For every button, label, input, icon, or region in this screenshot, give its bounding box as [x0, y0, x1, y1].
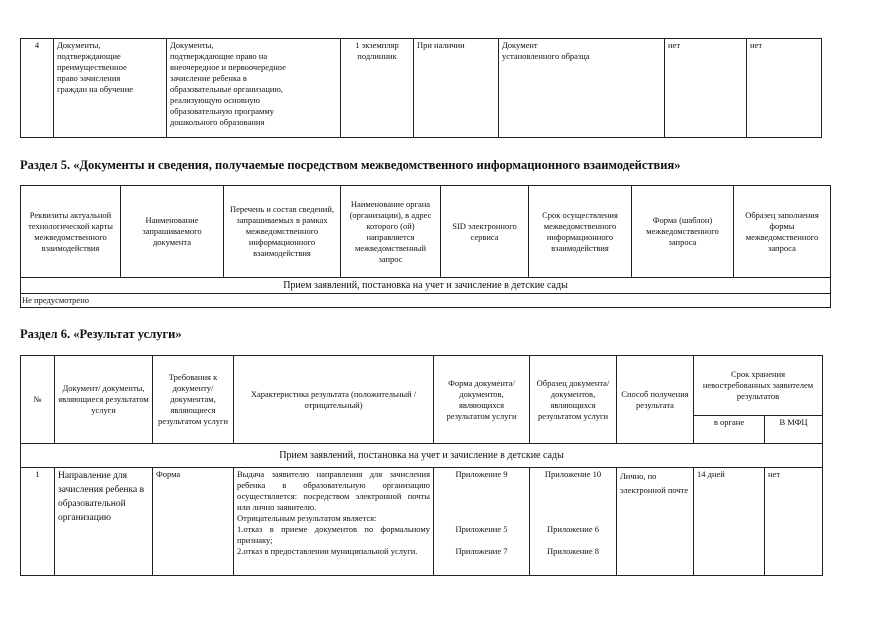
section6-table — [20, 355, 823, 576]
header-cell: Форма документа/ документов, являющихся результатом услуги — [434, 356, 530, 444]
not-provided-note: Не предусмотрено — [21, 294, 831, 308]
header-cell: Срок хранения невостребованных заявителем результатов — [694, 356, 823, 416]
section5-table — [20, 185, 831, 308]
row-number: 1 — [21, 468, 55, 576]
doc-desc-line: дошкольного образования — [170, 117, 265, 127]
doc-desc-cell — [167, 39, 341, 138]
doc-desc-line: образовательные организацию, — [170, 84, 283, 94]
row-number: 4 — [21, 39, 54, 138]
doc-desc-line: зачисление ребенка в — [170, 73, 247, 83]
doc-name-line: граждан на обучение — [57, 84, 134, 94]
header-cell: Наименование запрашиваемого документа — [121, 186, 224, 278]
header-cell: Перечень и состав сведений, запрашиваемых в рамках межведомственного информационного взаимодействия — [224, 186, 341, 278]
doc-desc-line: внеочередное и первоочередное — [170, 62, 286, 72]
copies-line: подлинник — [357, 51, 397, 61]
sample-ref: Приложение 8 — [547, 546, 599, 556]
storage-organ-cell: 14 дней — [694, 468, 765, 576]
copies-line: 1 экземпляр — [355, 40, 399, 50]
header-cell: SID электронного сервиса — [441, 186, 529, 278]
form-ref: Приложение 7 — [455, 546, 508, 556]
service-band: Прием заявлений, постановка на учет и зачисление в детские сады — [21, 278, 831, 294]
doc-desc-line: реализующую основную — [170, 95, 261, 105]
sample-ref: Приложение 10 — [544, 469, 602, 479]
header-cell: Характеристика результата (положительный / отрицательный) — [234, 356, 434, 444]
characteristic-positive: Выдача заявителю направления для зачисления ребенка в образовательную организацию осуществляется: посредством электронной почты или лично заявителю. — [237, 469, 430, 512]
doc-name-line: подтверждающие — [57, 51, 121, 61]
doc-desc-line: Документы, — [170, 40, 214, 50]
header-cell: Требования к документу/ документам, являющиеся результатом услуги — [153, 356, 234, 444]
section5-band-row — [21, 278, 831, 294]
header-cell: Документ/ документы, являющиеся результатом услуги — [55, 356, 153, 444]
top-table — [20, 38, 822, 138]
header-cell: Реквизиты актуальной технологической карты межведомственного взаимодействия — [21, 186, 121, 278]
table-row — [21, 39, 822, 138]
table-row — [21, 468, 823, 576]
doc-name-cell — [54, 39, 167, 138]
header-cell: В МФЦ — [765, 416, 823, 444]
copies-cell — [341, 39, 414, 138]
section6-band-row — [21, 444, 823, 468]
requirements-line: Документ — [502, 40, 538, 50]
doc-name-line: право зачисления — [57, 73, 121, 83]
header-cell: Форма (шаблон) межведомственного запроса — [632, 186, 734, 278]
result-sample-cell — [530, 468, 617, 576]
service-band: Прием заявлений, постановка на учет и зачисление в детские сады — [21, 444, 823, 468]
header-cell: Срок осуществления межведомственного информационного взаимодействия — [529, 186, 632, 278]
header-cell: Образец заполнения формы межведомственного запроса — [734, 186, 831, 278]
section6-title: Раздел 6. «Результат услуги» — [20, 327, 182, 341]
condition-cell: При наличии — [414, 39, 499, 138]
requirements-cell — [499, 39, 665, 138]
result-requirement-cell: Форма — [153, 468, 234, 576]
doc-name-line: Документы, — [57, 40, 101, 50]
result-doc-cell: Направление для зачисления ребенка в образовательной организацию — [55, 468, 153, 576]
form-ref: Приложение 9 — [455, 469, 508, 479]
section5-title: Раздел 5. «Документы и сведения, получаемые посредством межведомственного информационного взаимодействия» — [20, 158, 681, 172]
header-cell: Наименование органа (организации), в адрес которого (ой) направляется межведомственный запрос — [341, 186, 441, 278]
header-cell: Образец документа/ документов, являющихся результатом услуги — [530, 356, 617, 444]
section5-header-row — [21, 186, 831, 278]
section5-note-row — [21, 294, 831, 308]
requirements-line: установленного образца — [502, 51, 590, 61]
section6-header-row — [21, 356, 823, 416]
form-cell: нет — [665, 39, 747, 138]
header-cell: Способ получения результата — [617, 356, 694, 444]
refusal-item: 1.отказ в приеме документов по формальному признаку; — [237, 524, 430, 545]
refusal-item: 2.отказ в предоставлении муниципальной услуги. — [237, 546, 418, 556]
characteristic-negative: Отрицательным результатом является: — [237, 513, 377, 523]
result-characteristic-cell — [234, 468, 434, 576]
doc-desc-line: подтверждающие право на — [170, 51, 268, 61]
form-ref: Приложение 5 — [455, 524, 508, 534]
doc-desc-line: образовательную программу — [170, 106, 275, 116]
doc-name-line: преимущественное — [57, 62, 127, 72]
sample-ref: Приложение 6 — [547, 524, 599, 534]
header-cell: в органе — [694, 416, 765, 444]
storage-mfc-cell: нет — [765, 468, 823, 576]
header-num: № — [21, 356, 55, 444]
result-form-cell — [434, 468, 530, 576]
sample-cell: нет — [747, 39, 822, 138]
result-method-cell: Лично, по электронной почте — [617, 468, 694, 576]
